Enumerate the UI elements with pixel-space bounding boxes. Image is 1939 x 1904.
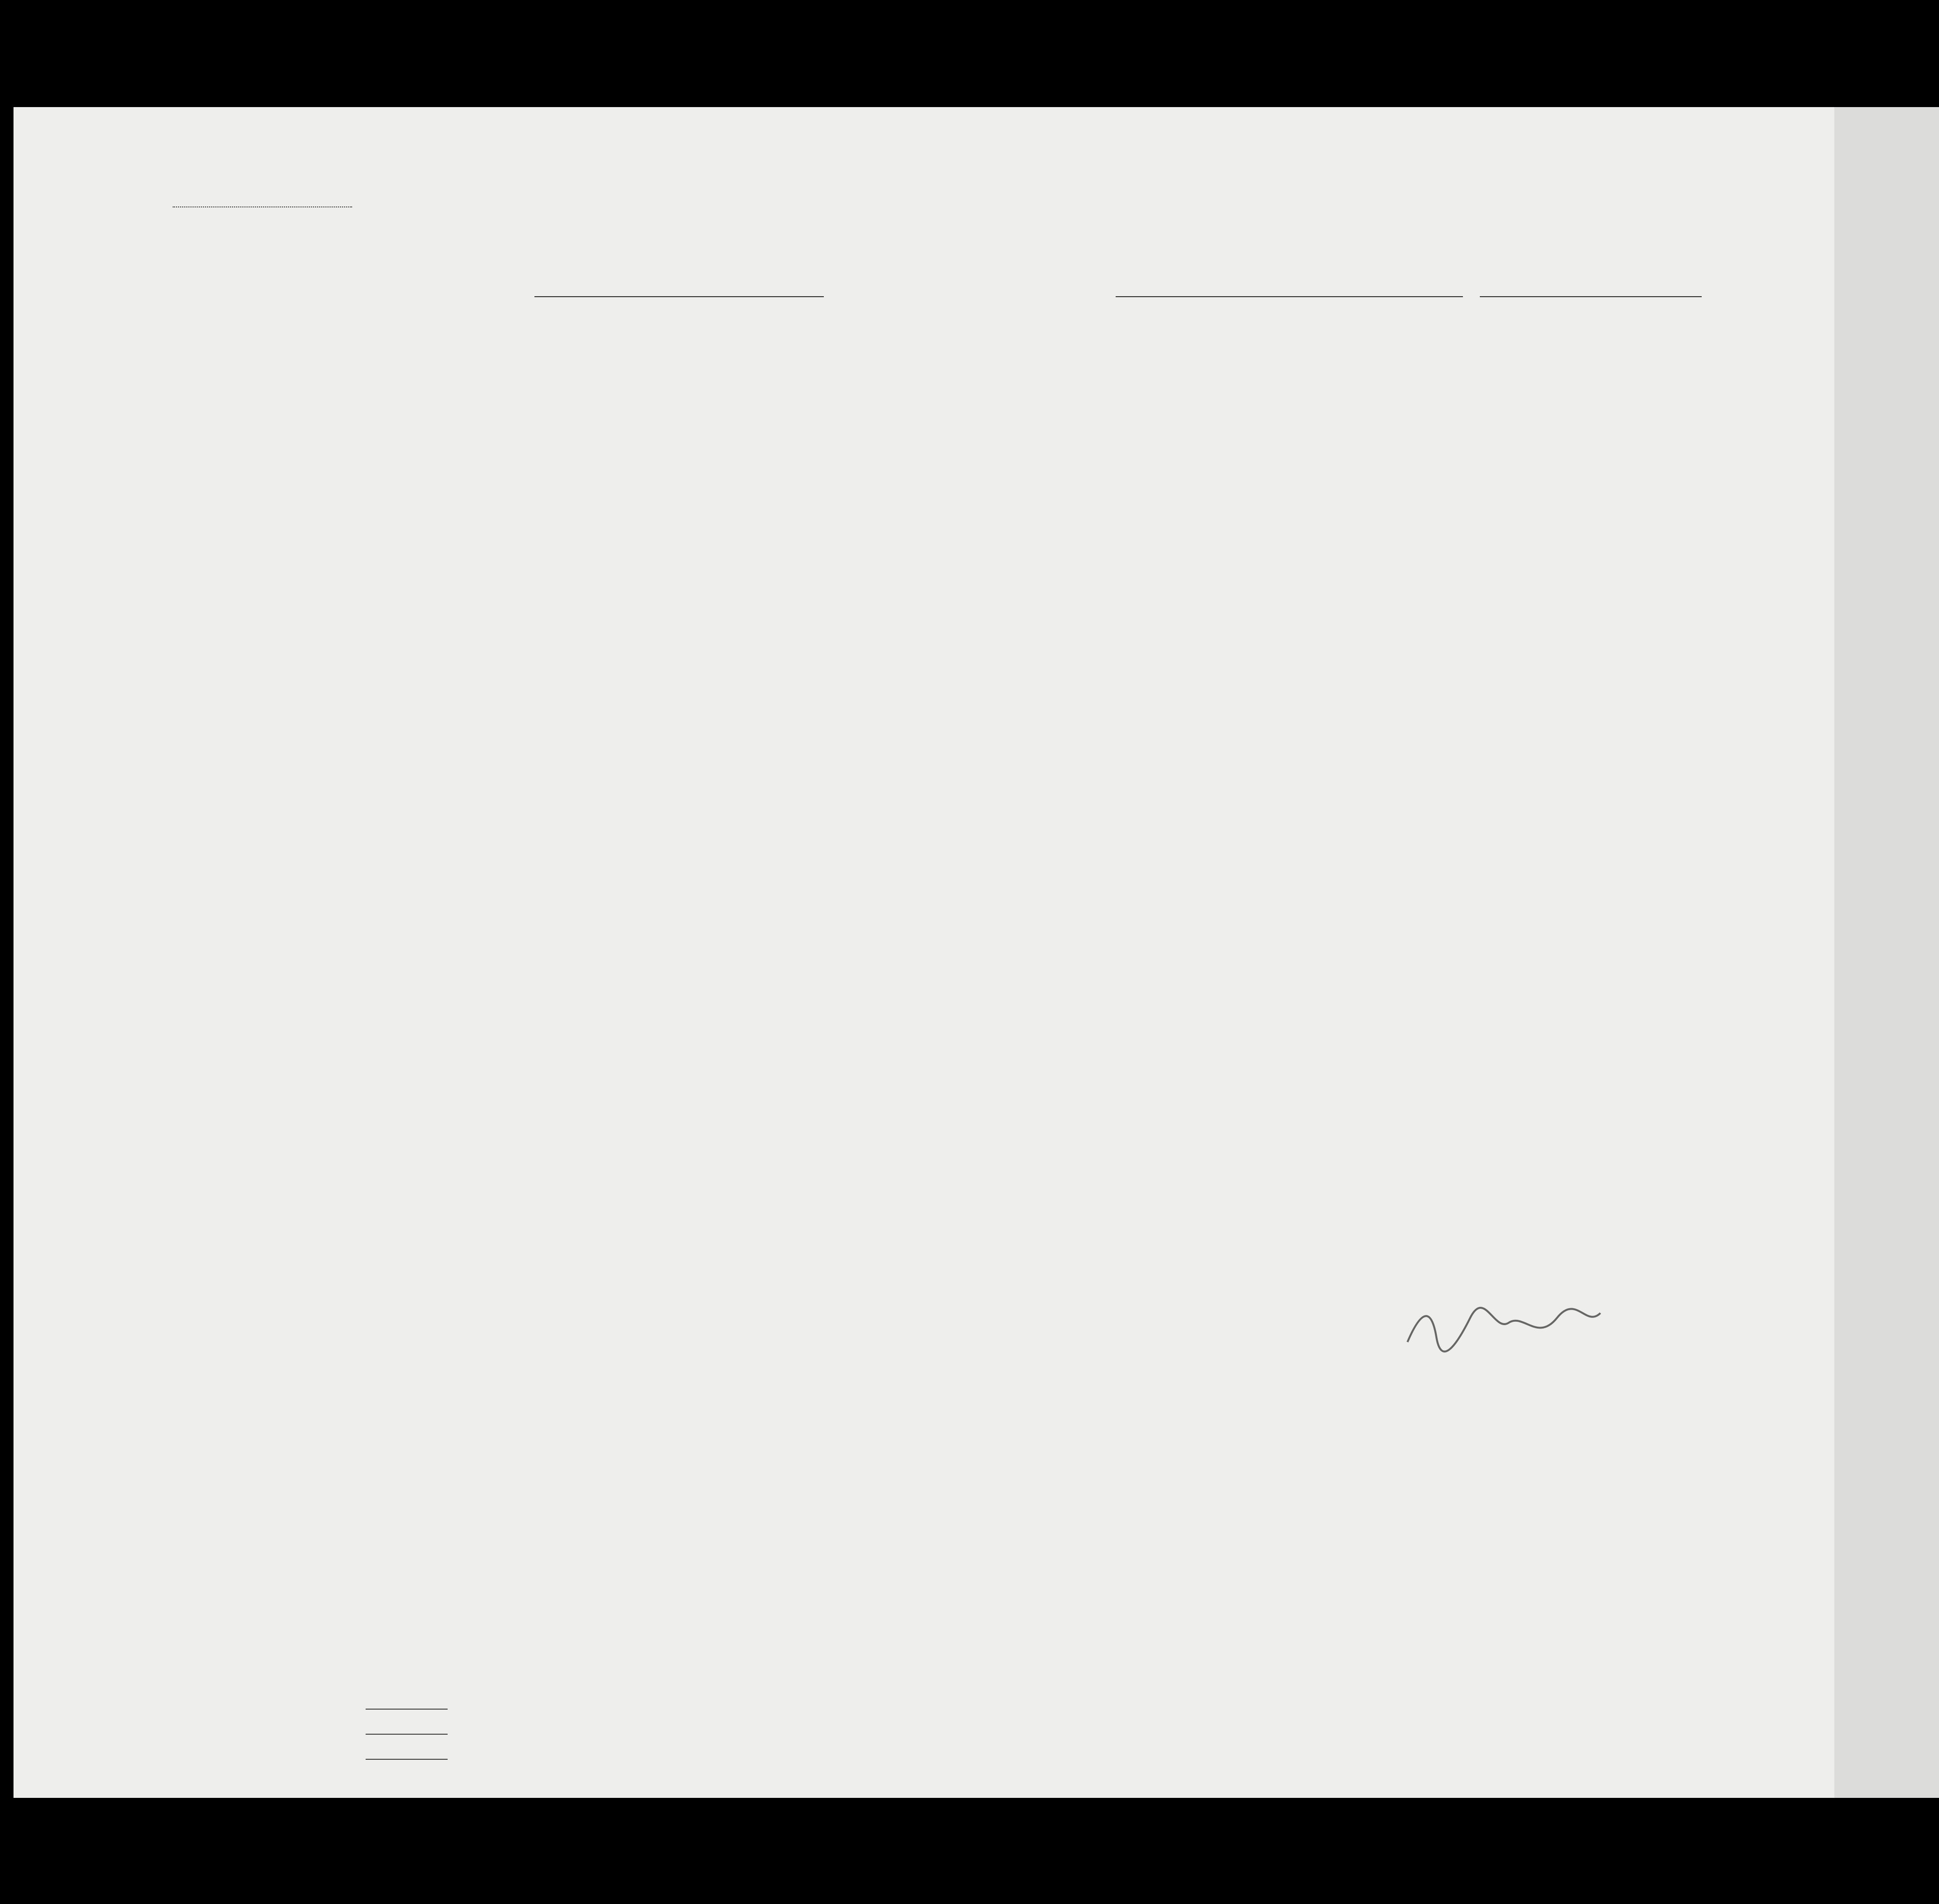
footer-line-total	[366, 1709, 448, 1710]
date-underline	[1480, 296, 1702, 297]
inspector-signature	[1403, 1299, 1605, 1356]
footer-line-aliens	[366, 1759, 448, 1760]
ship-name-underline	[534, 296, 824, 297]
binder-ring-strip	[1834, 107, 1939, 1798]
footer-line-citizens	[366, 1734, 448, 1735]
port-underline	[1116, 296, 1463, 297]
table-grid	[14, 107, 1834, 1798]
list-underline	[173, 206, 352, 207]
manifest-sheet	[14, 107, 1834, 1798]
